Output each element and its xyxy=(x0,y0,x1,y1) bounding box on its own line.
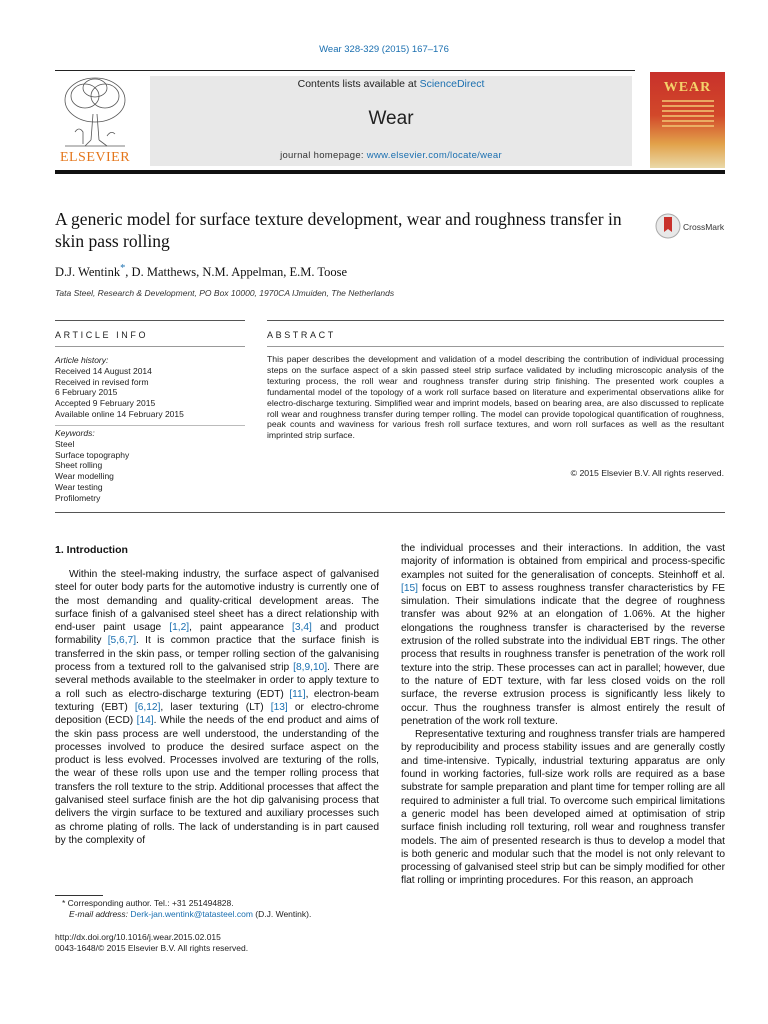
reference-link[interactable]: [14] xyxy=(136,715,154,727)
first-author[interactable]: D.J. Wentink xyxy=(55,265,121,280)
keyword: Profilometry xyxy=(55,492,101,503)
other-authors: , D. Matthews, N.M. Appelman, E.M. Toose xyxy=(125,265,348,280)
doi-link[interactable]: http://dx.doi.org/10.1016/j.wear.2015.02.015 xyxy=(55,932,221,942)
history-item: Accepted 9 February 2015 xyxy=(55,398,156,409)
keyword: Sheet rolling xyxy=(55,460,103,471)
reference-link[interactable]: [1,2] xyxy=(169,622,190,634)
text-run: . There are several methods available to the steelmaker in order to apply texture to a roll such as electro-discharge texturing (EDT) xyxy=(55,662,379,700)
text-run: Within the steel-making industry, the surface aspect of galvanised steel for outer body parts for the automotive industry is currently one of the most demanding and quality-critical development areas. The surface finish of a galvanised steel sheet has a direct relationship with end-user paint usage xyxy=(55,569,379,634)
contents-line xyxy=(150,78,632,90)
intro-paragraph-continued xyxy=(401,542,725,728)
reference-link[interactable]: [15] xyxy=(401,582,418,594)
cover-decoration xyxy=(662,100,714,130)
abstract-text: This paper describes the development and validation of a model describing the contribution of individual processing steps on the surface aspect of a skin passed steel strip surface validated by including microscopic analysis of the texturing process, the roll wear and roughness transfer during strip finishing. The presented work couples a fundamental model of the topology of a work roll surface based on literature and experimental observations alike for electro-discharge texturing. Simplified wear and imprint models, based on bearing area, are also discussed to replicate roll wear and roughness transfer during temper rolling. The model can provide topological quantification of roughness, peak counts and waviness for various fresh roll surface textures, and worn roll surfaces as well as the resultant imprinted strip surface. xyxy=(267,354,724,441)
body-left-column xyxy=(55,568,379,847)
journal-name: Wear xyxy=(368,108,414,129)
history-item: 6 February 2015 xyxy=(55,387,118,398)
abstract-copyright: © 2015 Elsevier B.V. All rights reserved. xyxy=(570,468,724,478)
info-rule-mid xyxy=(55,346,245,347)
affiliation: Tata Steel, Research & Development, PO Box 10000, 1970CA IJmuiden, The Netherlands xyxy=(55,288,395,298)
sciencedirect-link[interactable]: ScienceDirect xyxy=(419,78,485,90)
keyword: Wear modelling xyxy=(55,471,114,482)
journal-homepage xyxy=(150,150,632,161)
homepage-prefix: journal homepage: xyxy=(280,150,367,161)
keyword: Wear testing xyxy=(55,481,103,492)
history-item: Received 14 August 2014 xyxy=(55,365,152,376)
text-run: or electro-chrome deposition (ECD) xyxy=(55,701,379,727)
abstract-rule-mid xyxy=(267,346,724,347)
text-run: , laser texturing (LT) xyxy=(160,701,271,713)
footnote-rule xyxy=(55,895,103,896)
front-matter-rule xyxy=(55,512,725,513)
reference-link[interactable]: [5,6,7] xyxy=(107,635,137,647)
text-run: the individual processes and their interactions. In addition, the vast majority of information is obtained from empirical and process-specific examples not suited for the generalisation of concepts. Steinhoff et al. xyxy=(401,543,725,581)
abstract-rule-top xyxy=(267,320,724,321)
text-run: , electron-beam texturing (EBT) xyxy=(55,688,379,713)
reference-link[interactable]: [8,9,10] xyxy=(293,662,328,674)
info-rule-top xyxy=(55,320,245,321)
email-suffix: (D.J. Wentink). xyxy=(252,909,312,919)
article-history xyxy=(55,355,245,420)
elsevier-wordmark: ELSEVIER xyxy=(59,150,131,165)
info-rule-keywords xyxy=(55,425,245,426)
corresponding-author-note: * Corresponding author. Tel.: +31 251494828. xyxy=(62,898,234,908)
keyword: Steel xyxy=(55,438,75,449)
keyword: Surface topography xyxy=(55,449,130,460)
crossmark-label: CrossMark xyxy=(683,222,725,232)
history-item: Available online 14 February 2015 xyxy=(55,408,184,419)
author-list xyxy=(55,263,347,280)
body-right-column xyxy=(401,542,725,888)
cover-title: WEAR xyxy=(663,80,712,95)
intro-paragraph-2: Representative texturing and roughness transfer trials are hampered by reproducibility and process stability issues and are generally costly and time-intensive. Typically, industrial texturing apparatus are only found in working factories, full-size work rolls are required as a base substrate for sample preparation and plant time for temper rolling are all required to administer a full trial. To overcome such empirical limitations a generic model has been developed aimed at optimisation of strip surface finish including roll texturing, roll wear and roughness transfer models. The aim of presented research is thus to develop a model that is both generic and modular such that the model is not only relevant to processing of galvanised steel strip but can be simply modified for other flat rolling or imprinting procedures. For this reason, an approach xyxy=(401,729,725,887)
reference-link[interactable]: [11] xyxy=(289,688,306,700)
article-info-heading: ARTICLE INFO xyxy=(55,330,149,340)
text-run: . While the needs of the end product and aims of the skin pass process are well understood, the understanding of the processes involved to produce the desired surface aspect on the product is less evolved. Processes involved are texturing of the rolls, the wear of these rolls upon use and the temper rolling process that transfers the roll texture to the strip. Additional processes that affect the galvanised steel surface finish are the hot dip galvanising process that delivers the virgin surface to be textured and auxiliary processes such as chrome plating of rolls. The lack of understanding is in part caused by the complexity of xyxy=(55,715,379,846)
corresponding-mark[interactable]: * xyxy=(120,263,126,274)
reference-link[interactable]: [3,4] xyxy=(292,622,312,634)
contents-prefix: Contents lists available at xyxy=(297,78,420,90)
header-rule-top xyxy=(55,70,635,71)
homepage-link[interactable]: www.elsevier.com/locate/wear xyxy=(366,150,502,161)
keywords-label: Keywords: xyxy=(55,428,95,438)
section-heading-introduction: 1. Introduction xyxy=(55,544,128,556)
intro-paragraph-1 xyxy=(55,568,379,847)
text-run: . It is common practice that the surface finish is transferred in the skin pass, or temper rolling section of the galvanising process from a textured roll to the galvanised strip xyxy=(55,635,379,674)
email-label: E-mail address: xyxy=(69,909,131,919)
issn-line: 0043-1648/© 2015 Elsevier B.V. All rights reserved. xyxy=(55,943,249,953)
keywords xyxy=(55,428,245,504)
history-item: Received in revised form xyxy=(55,376,149,387)
email-link[interactable]: Derk-jan.wentink@tatasteel.com xyxy=(130,909,253,919)
text-run: and product formability xyxy=(55,622,379,647)
email-note xyxy=(69,909,311,919)
history-label: Article history: xyxy=(55,355,109,365)
journal-citation[interactable]: Wear 328-329 (2015) 167–176 xyxy=(319,44,449,55)
text-run: focus on EBT to assess roughness transfer characteristics by FE simulation. Their simulations indicate that the degree of roughness transfer was about 92% at an elongation of 1.06%. At the higher elongations the roughness transfer is characterised by the reverse extrusion of the rolled substrate into the individual EBT rings. The other process that results in roughness transfer is penetration of the work roll texture into the strip. These processes can act in parallel; however, due to the nature of EDT texture, with far less closed voids on the roll surface, the reverse extrusion process is significantly less likely to occur. Thus the roughness transfer is almost entirely the result of penetration of the work roll texture. xyxy=(401,582,725,727)
reference-link[interactable]: [6,12] xyxy=(134,701,161,713)
reference-link[interactable]: [13] xyxy=(270,701,288,713)
header-rule-bottom xyxy=(55,170,725,174)
article-title: A generic model for surface texture development, wear and roughness transfer in skin pass rolling xyxy=(55,209,622,251)
text-run: , paint appearance xyxy=(189,622,293,634)
abstract-heading: ABSTRACT xyxy=(267,330,336,340)
